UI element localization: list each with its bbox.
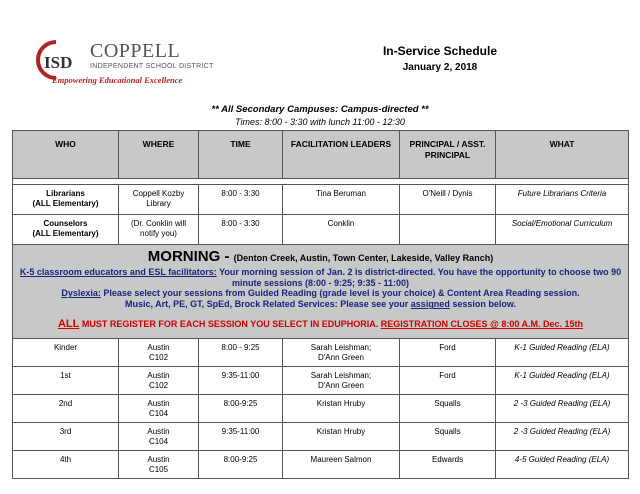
- header-principal: PRINCIPAL / ASST. PRINCIPAL: [400, 131, 496, 179]
- cell-time: 9:35-11:00: [199, 367, 283, 395]
- schedule-table: [12, 130, 629, 479]
- page-title: In-Service Schedule: [382, 44, 498, 58]
- cell-what: 2 -3 Guided Reading (ELA): [496, 395, 629, 423]
- cell-time: 8:00 - 9:25: [199, 339, 283, 367]
- cell-facilitator: Tina Beruman: [283, 185, 400, 215]
- cell-where: (Dr. Conklin will notify you): [119, 215, 199, 245]
- times-note: Times: 8:00 - 3:30 with lunch 11:00 - 12:30: [235, 117, 405, 127]
- k5-instructions: K-5 classroom educators and ESL facilitators: Your morning session of Jan. 2 is district-directed. You have the opportunity to choose two 90 minute sessions (8:00 - 9:25; 9:35 - 11:00): [19, 266, 622, 288]
- cell-where: Austin C104: [119, 395, 199, 423]
- cell-principal: Ford: [400, 367, 496, 395]
- cell-time: 9:35-11:00: [199, 423, 283, 451]
- morning-banner: [13, 245, 629, 339]
- header-who: WHO: [13, 131, 119, 179]
- cell-who: 2nd: [13, 395, 119, 423]
- cell-principal: Squalls: [400, 423, 496, 451]
- cell-who: Librarians (ALL Elementary): [13, 185, 119, 215]
- cell-who: 1st: [13, 367, 119, 395]
- cell-facilitator: Maureen Salmon: [283, 451, 400, 479]
- morning-sites: (Denton Creek, Austin, Town Center, Lakeside, Valley Ranch): [233, 253, 494, 263]
- cell-principal: Ford: [400, 339, 496, 367]
- cell-time: 8:00 - 3:30: [199, 215, 283, 245]
- cell-where: Austin C102: [119, 367, 199, 395]
- cell-facilitator: Sarah Leishman; D'Ann Green: [283, 367, 400, 395]
- morning-title: MORNING -: [147, 248, 234, 265]
- cell-what: K-1 Guided Reading (ELA): [496, 339, 629, 367]
- table-row: [13, 367, 629, 395]
- cell-who: 3rd: [13, 423, 119, 451]
- cell-principal: [400, 215, 496, 245]
- cell-where: Austin C104: [119, 423, 199, 451]
- cell-who: Kinder: [13, 339, 119, 367]
- table-row: [13, 215, 629, 245]
- secondary-note: ** All Secondary Campuses: Campus-directed **: [211, 104, 429, 115]
- table-row: [13, 423, 629, 451]
- cell-what: 2 -3 Guided Reading (ELA): [496, 423, 629, 451]
- header-time: TIME: [199, 131, 283, 179]
- registration-notice: ALL MUST REGISTER FOR EACH SESSION YOU SELECT IN EDUPHORIA. REGISTRATION CLOSES @ 8:00 A.M. Dec. 15th: [57, 317, 584, 330]
- table-row: [13, 185, 629, 215]
- cell-facilitator: Sarah Leishman; D'Ann Green: [283, 339, 400, 367]
- table-header-row: [13, 131, 629, 179]
- page-header: [0, 0, 640, 100]
- cell-facilitator: Conklin: [283, 215, 400, 245]
- table-row: [13, 339, 629, 367]
- logo-subtitle: INDEPENDENT SCHOOL DISTRICT: [90, 63, 214, 70]
- morning-banner-row: [13, 245, 629, 339]
- table-row: [13, 451, 629, 479]
- header-what: WHAT: [496, 131, 629, 179]
- header-facilitation: FACILITATION LEADERS: [283, 131, 400, 179]
- cell-principal: Edwards: [400, 451, 496, 479]
- cell-time: 8:00-9:25: [199, 451, 283, 479]
- district-logo: [34, 38, 234, 88]
- cell-facilitator: Kristan Hruby: [283, 423, 400, 451]
- page-date: January 2, 2018: [402, 62, 478, 73]
- cell-what: K-1 Guided Reading (ELA): [496, 367, 629, 395]
- cell-principal: O'Neill / Dynis: [400, 185, 496, 215]
- cell-where: Austin C102: [119, 339, 199, 367]
- table-row: [13, 395, 629, 423]
- cell-where: Coppell Kozby Library: [119, 185, 199, 215]
- logo-tagline: Empowering Educational Excellence: [52, 75, 183, 85]
- related-services-instructions: Music, Art, PE, GT, SpEd, Brock Related Services: Please see your assigned session below.: [125, 299, 516, 310]
- cell-what: Future Librarians Criteria: [496, 185, 629, 215]
- cell-principal: Squalls: [400, 395, 496, 423]
- dyslexia-instructions: Dyslexia: Please select your sessions from Guided Reading (grade level is your choice) & Content Area Reading session.: [61, 288, 580, 299]
- cell-what: Social/Emotional Curriculum: [496, 215, 629, 245]
- cell-what: 4-5 Guided Reading (ELA): [496, 451, 629, 479]
- cell-time: 8:00 - 3:30: [199, 185, 283, 215]
- logo-name: COPPELL: [90, 40, 181, 62]
- cell-who: Counselors (ALL Elementary): [13, 215, 119, 245]
- header-where: WHERE: [119, 131, 199, 179]
- cell-facilitator: Kristan Hruby: [283, 395, 400, 423]
- svg-text:ISD: ISD: [44, 53, 73, 72]
- cell-where: Austin C105: [119, 451, 199, 479]
- cell-who: 4th: [13, 451, 119, 479]
- cell-time: 8:00-9:25: [199, 395, 283, 423]
